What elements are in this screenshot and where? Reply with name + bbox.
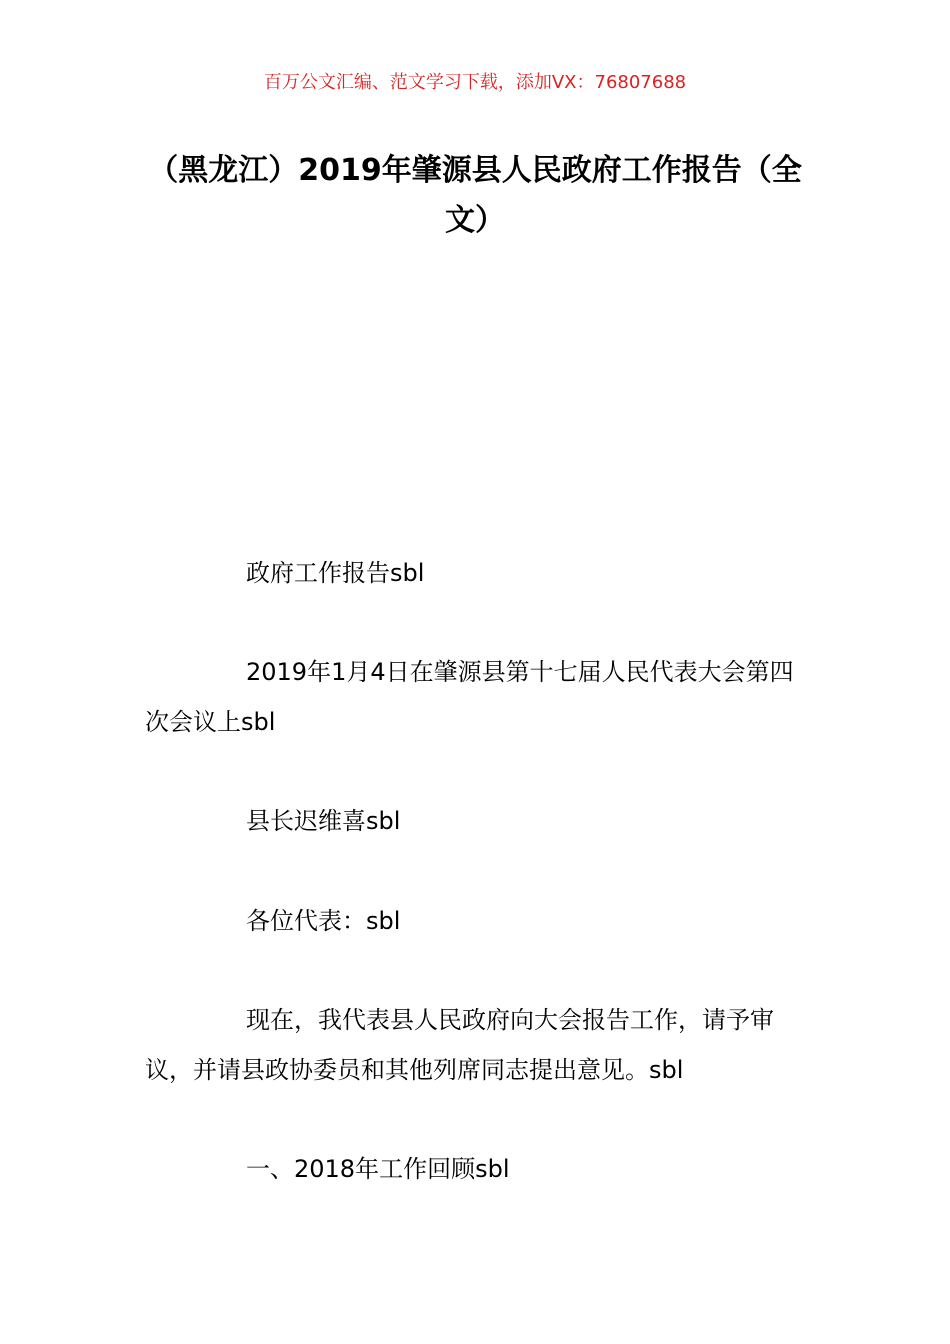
paragraph-salutation: 各位代表：sbl [246, 907, 401, 935]
paragraph-report-name: 政府工作报告sbl [246, 559, 425, 587]
document-title: （黑龙江）2019年肇源县人民政府工作报告（全文） [148, 153, 802, 238]
section-heading-review: 一、2018年工作回顾sbl [246, 1155, 510, 1183]
paragraph-speaker: 县长迟维喜sbl [246, 807, 401, 835]
header-note: 百万公文汇编、范文学习下载，添加VX：76807688 [263, 72, 687, 93]
paragraph-opening: 现在，我代表县人民政府向大会报告工作，请予审议，并请县政协委员和其他列席同志提出意见。sbl [145, 1006, 774, 1084]
paragraph-meeting-date: 2019年1月4日在肇源县第十七届人民代表大会第四次会议上sbl [145, 658, 794, 736]
